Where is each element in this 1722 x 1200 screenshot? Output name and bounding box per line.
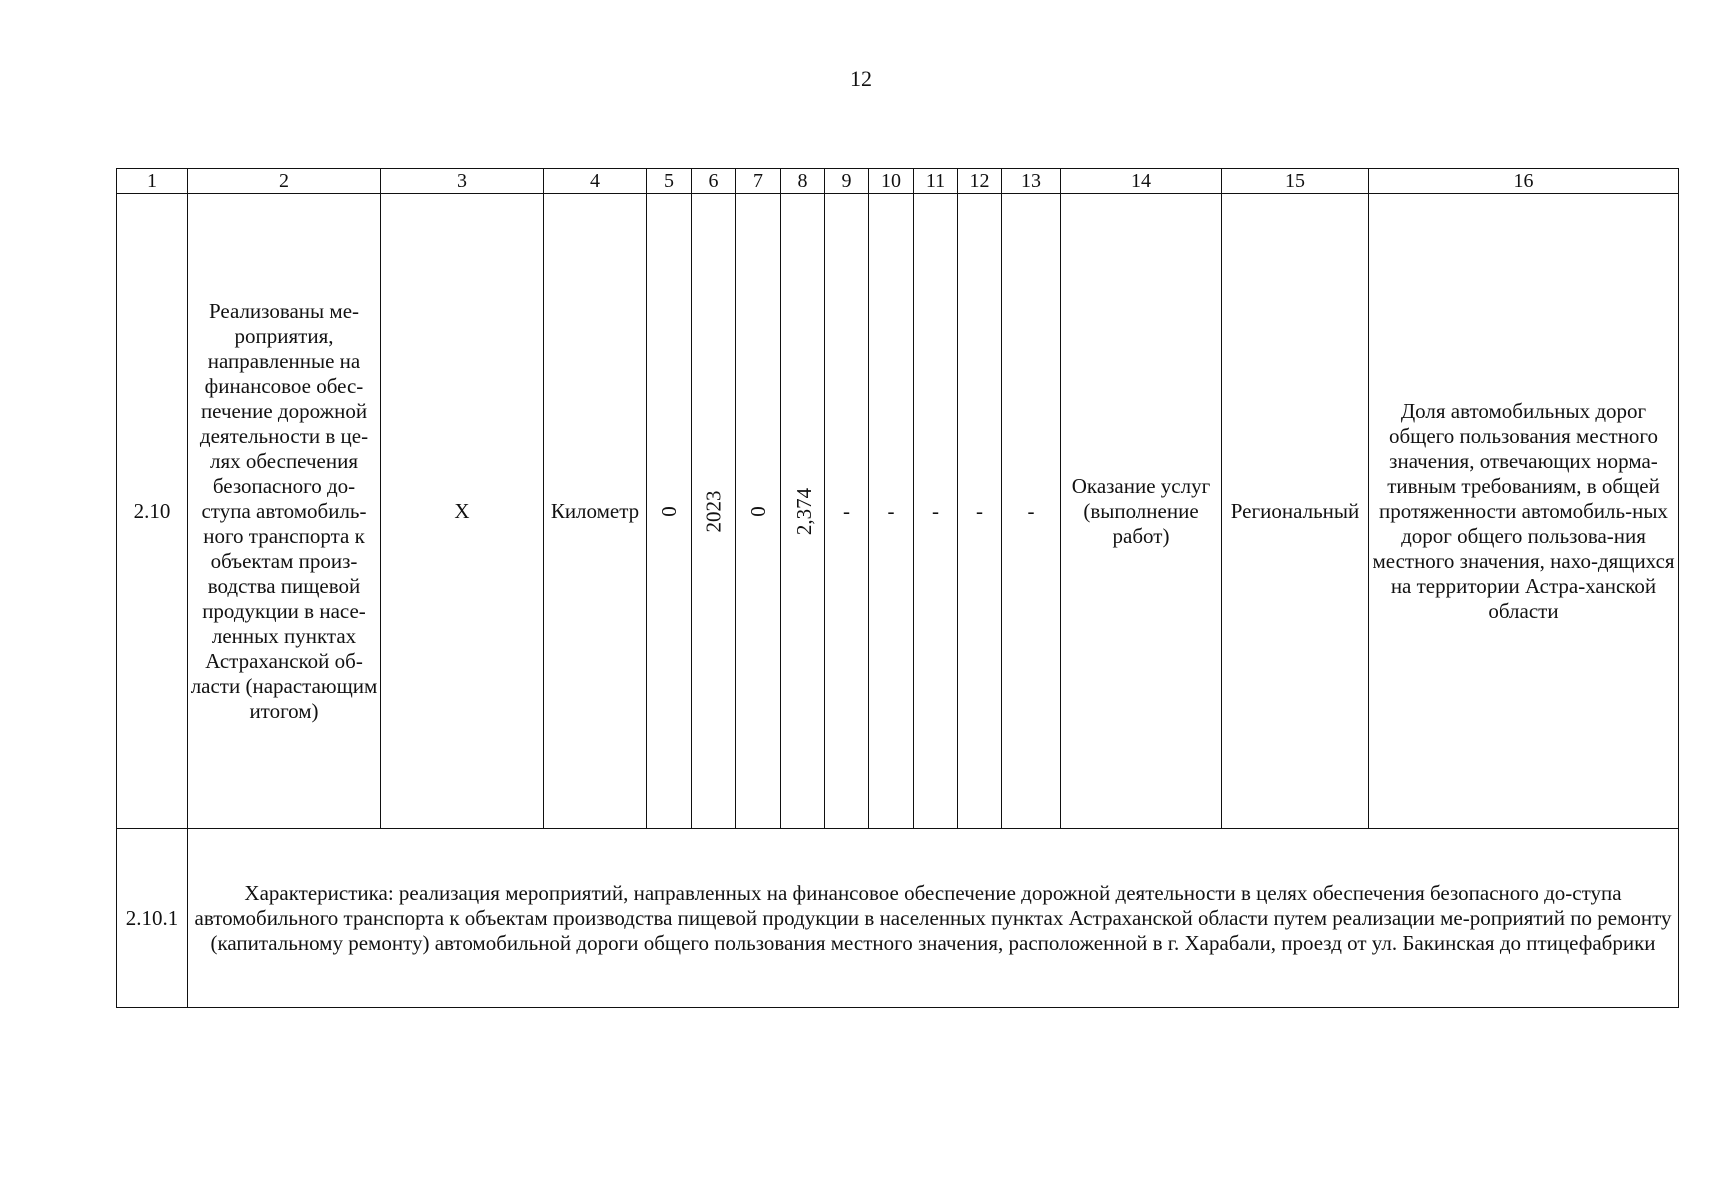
col-header-12: 12	[958, 169, 1002, 194]
col-header-6: 6	[692, 169, 736, 194]
col-header-7: 7	[736, 169, 781, 194]
col8-value: 2,374	[792, 487, 817, 535]
unit-value: Километр	[550, 498, 640, 523]
col-header-2: 2	[188, 169, 381, 194]
col6-cell	[692, 194, 736, 829]
col3-cell	[381, 194, 544, 829]
row-number	[117, 194, 188, 829]
column-number-row	[117, 169, 1679, 194]
level-cell	[1222, 194, 1369, 829]
characteristic-number-cell	[117, 829, 188, 1008]
col10-value: -	[887, 498, 895, 523]
row-number-text: 2.10	[133, 498, 171, 523]
col-header-16: 16	[1369, 169, 1679, 194]
col-header-9: 9	[825, 169, 869, 194]
result-name-cell	[188, 194, 381, 829]
indicator-cell	[1369, 194, 1679, 829]
col12-value: -	[976, 498, 983, 523]
col9-value: -	[843, 498, 850, 523]
type-value: Оказание услуг (выполнение работ)	[1071, 473, 1211, 548]
col-header-5: 5	[647, 169, 692, 194]
col7-cell	[736, 194, 781, 829]
indicator-value: Доля автомобильных дорог общего пользования местного значения, отвечающих норма-тивным требованиям, в общей протяженности автомобиль-ных дорог общего пользова-ния местного значения, нахо-дящихся на территории Астра-ханской области	[1372, 398, 1675, 623]
col-header-15: 15	[1222, 169, 1369, 194]
characteristic-number: 2.10.1	[125, 905, 179, 930]
page-number: 12	[850, 66, 872, 91]
col13-value: -	[1027, 498, 1035, 523]
col13-cell	[1002, 194, 1061, 829]
type-cell	[1061, 194, 1222, 829]
col12-cell	[958, 194, 1002, 829]
unit-cell	[544, 194, 647, 829]
col-header-1: 1	[117, 169, 188, 194]
characteristic-row	[117, 829, 1679, 1008]
col10-cell	[869, 194, 914, 829]
col-header-4: 4	[544, 169, 647, 194]
col-header-13: 13	[1002, 169, 1061, 194]
col-header-3: 3	[381, 169, 544, 194]
characteristic-cell	[188, 829, 1679, 1008]
col5-cell	[647, 194, 692, 829]
passport-table	[116, 168, 1679, 1008]
col-header-8: 8	[781, 169, 825, 194]
col9-cell	[825, 194, 869, 829]
result-name: Реализованы ме-роприятия, направленные на финансовое обес-печение дорожной деятельности в це-лях обеспечения безопасного до-ступа автомобиль-ного транспорта к объектам произ-водства пищевой продукции в насе-ленных пунктах Астраханской об-ласти (нарастающим итогом)	[190, 298, 378, 723]
col6-value: 2023	[701, 490, 725, 532]
level-value: Региональный	[1230, 498, 1360, 523]
col7-value: 0	[745, 505, 770, 517]
col-header-11: 11	[914, 169, 958, 194]
result-row	[117, 194, 1679, 829]
col5-value: 0	[656, 505, 681, 517]
characteristic-text: Характеристика: реализация мероприятий, направленных на финансовое обеспечение дорожной деятельности в целях обеспечения безопасного до-ступа автомобильного транспорта к объектам производства пищевой продукции в населенных пунктах Астраханской области путем реализации ме-роприятий по ремонту (капитальному ремонту) автомобильной дороги общего пользования местного значения, расположенной в г. Харабали, проезд от ул. Бакинская до птицефабрики	[194, 880, 1672, 955]
col11-value: -	[932, 498, 939, 523]
col-header-14: 14	[1061, 169, 1222, 194]
col3-value: X	[454, 498, 470, 523]
col11-cell	[914, 194, 958, 829]
col-header-10: 10	[869, 169, 914, 194]
col8-cell	[781, 194, 825, 829]
